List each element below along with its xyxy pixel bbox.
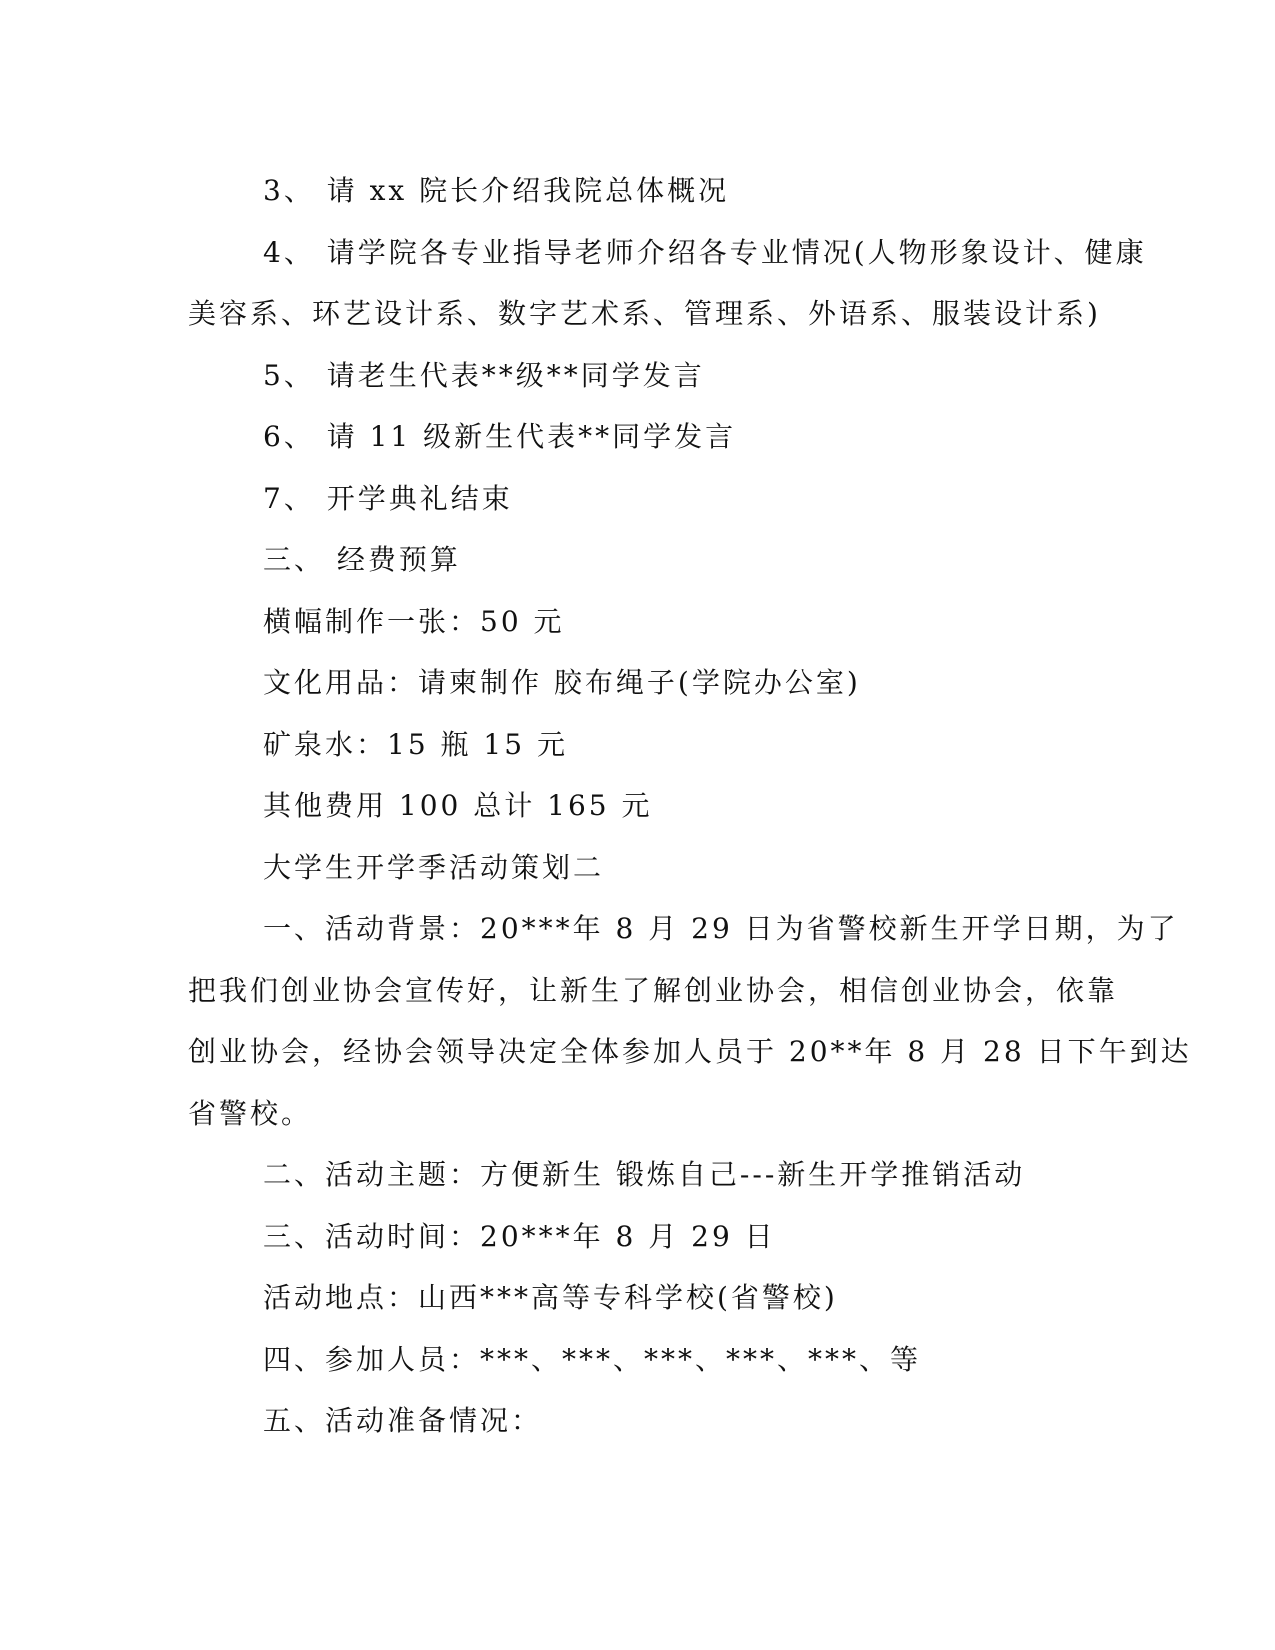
background-paragraph-line-1: 一、活动背景：20***年 8 月 29 日为省警校新生开学日期，为了 <box>263 912 1179 945</box>
background-paragraph-line-2: 把我们创业协会宣传好，让新生了解创业协会，相信创业协会，依靠 <box>188 973 1119 1007</box>
plan-two-title: 大学生开学季活动策划二 <box>263 850 605 884</box>
budget-item-water: 矿泉水：15 瓶 15 元 <box>263 727 568 761</box>
section-heading-budget: 三、 经费预算 <box>263 543 461 576</box>
agenda-item-6: 6、 请 11 级新生代表**同学发言 <box>263 420 737 453</box>
agenda-item-5: 5、 请老生代表**级**同学发言 <box>263 358 705 392</box>
budget-item-other-total: 其他费用 100 总计 165 元 <box>263 789 653 822</box>
activity-theme: 二、活动主题：方便新生 锻炼自己---新生开学推销活动 <box>263 1158 1026 1191</box>
budget-item-supplies: 文化用品：请柬制作 胶布绳子(学院办公室) <box>263 666 861 699</box>
agenda-item-3: 3、 请 xx 院长介绍我院总体概况 <box>263 174 730 207</box>
budget-item-banner: 横幅制作一张：50 元 <box>263 604 565 638</box>
background-paragraph-line-3: 创业协会，经协会领导决定全体参加人员于 20**年 8 月 28 日下午到达 <box>188 1035 1192 1068</box>
preparation-heading: 五、活动准备情况： <box>263 1404 543 1437</box>
activity-time: 三、活动时间：20***年 8 月 29 日 <box>263 1219 776 1253</box>
activity-location: 活动地点：山西***高等专科学校(省警校) <box>263 1281 838 1314</box>
agenda-item-4-continued: 美容系、环艺设计系、数字艺术系、管理系、外语系、服装设计系) <box>188 297 1101 330</box>
background-paragraph-line-4: 省警校。 <box>188 1096 313 1130</box>
document-body <box>188 160 1192 1452</box>
agenda-item-7: 7、 开学典礼结束 <box>263 481 513 515</box>
participants: 四、参加人员：***、***、***、***、***、等 <box>263 1342 922 1376</box>
agenda-item-4: 4、 请学院各专业指导老师介绍各专业情况(人物形象设计、健康 <box>263 235 1147 269</box>
